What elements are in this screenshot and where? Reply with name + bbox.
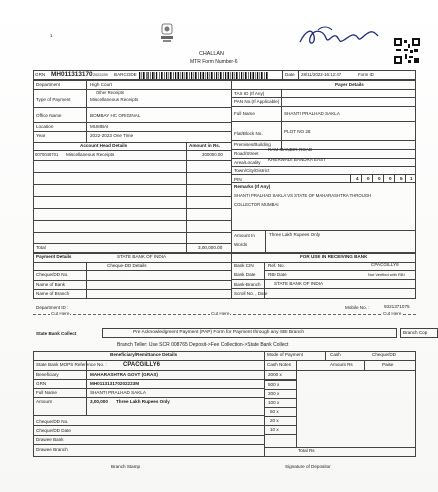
road-street-label: Road/Street xyxy=(234,151,259,156)
bank-cin-label: Bank CIN xyxy=(234,263,254,268)
remarks-line-2: COLLECTOR MUMBAI xyxy=(234,202,279,207)
note-200: 200 x xyxy=(268,391,280,396)
cheque-date-row-label: Cheque/DD Date xyxy=(36,428,71,433)
handwritten-signature xyxy=(298,24,380,50)
depositor-signature-label: Signature of Depositor xyxy=(285,464,331,469)
grn-suffix: 2022239 xyxy=(93,72,108,77)
state-bank-collect-label: State Bank Collect xyxy=(36,331,77,336)
location-label: Location xyxy=(36,124,54,129)
area-label: Area/Locality xyxy=(234,160,261,165)
account-description: Miscellaneous Receipts xyxy=(66,152,115,157)
office-name-label: Office Name xyxy=(36,113,62,118)
grn-label: GRN xyxy=(35,72,46,77)
name-of-branch-label: Name of Branch xyxy=(36,291,70,296)
pin-digit-4: 0 xyxy=(389,176,392,181)
form-id-label: Form ID xyxy=(358,72,374,77)
type-of-payment-value-2: Miscellaneous Receipts xyxy=(90,97,139,102)
cheque-dd-no-label: Cheque/DD No. xyxy=(36,272,69,277)
total-label: Total xyxy=(36,245,46,250)
note-10: 10 x xyxy=(270,427,279,432)
mode-cheque-label: Cheque/DD xyxy=(372,352,397,357)
total-rs-label: Total Rs xyxy=(298,448,315,453)
location-value: MUMBAI xyxy=(90,124,109,129)
type-of-payment-value-1: Other Receipts xyxy=(96,90,124,95)
payment-receiving-box xyxy=(33,253,416,299)
bank-branch-value: STATE BANK OF INDIA xyxy=(274,281,324,286)
mode-cash-label: Cash xyxy=(330,352,341,357)
mops-ref-value: CPACGILLY6 xyxy=(123,361,161,368)
scroll-no-label: Scroll No. , Date xyxy=(234,291,268,296)
rbi-date-value: Not Verified with RBI xyxy=(368,272,405,277)
department-value: High Court xyxy=(90,82,112,87)
drawee-bank-row-label: Drawee Bank xyxy=(36,437,64,442)
office-name-value: BOMBAY HC ORIGINAL xyxy=(90,113,141,118)
beneficiary-value: MAHARASHTRA GOVT (GRAS) xyxy=(90,372,158,377)
full-name-value: SHANTI PRALHAD SAKLA xyxy=(284,111,340,116)
qr-code xyxy=(394,38,420,64)
amount-row-words: Three Lakh Rupees Only xyxy=(116,399,170,404)
date-label: Date xyxy=(285,72,295,77)
tax-id-label: TAX ID (If Any) xyxy=(234,91,265,96)
pin-digit-3: 0 xyxy=(378,176,381,181)
barcode-label: BARCODE xyxy=(114,72,137,77)
beneficiary-details-header: Beneficiary/Remittance Details xyxy=(110,352,178,357)
year-label: Year xyxy=(36,133,46,138)
note-2000: 2000 x xyxy=(268,372,282,377)
mobile-label: Mobile No. : xyxy=(345,305,370,310)
bank-date-label: Bank Date xyxy=(234,272,256,277)
state-emblem-icon xyxy=(157,22,177,44)
department-id-label: Department ID : xyxy=(36,305,69,310)
mode-of-payment-label: Mode of Payment xyxy=(267,352,304,357)
area-value: KHERWADI BANDRA EAST xyxy=(268,157,326,162)
account-amount: 300000.00 xyxy=(202,152,223,157)
amount-row-label: Amount xyxy=(36,399,52,404)
bank-branch-label: Bank-Branch xyxy=(234,282,261,287)
town-label: Town/City/District xyxy=(234,168,270,173)
pin-digit-2: 0 xyxy=(367,176,370,181)
payer-details-header: Payer Details xyxy=(335,82,364,87)
cut-here-label-2: Cut Here xyxy=(211,311,230,316)
cheque-no-row-label: Cheque/DD No. xyxy=(36,419,69,424)
total-value: 3,00,000.00 xyxy=(198,245,223,250)
challan-title: CHALLAN xyxy=(199,51,224,57)
mops-ref-label: State Bank MOPS Reference No. : xyxy=(36,362,107,367)
flat-block-label: Flat/Block No. xyxy=(234,131,263,136)
page-number: 1 xyxy=(50,33,53,38)
grn-row-value: MH011313170202223M xyxy=(90,381,140,386)
flat-block-value: PLOT NO 28 xyxy=(284,129,311,134)
remarks-label: Remarks (If Any) xyxy=(234,184,271,189)
note-50: 50 x xyxy=(270,409,279,414)
full-name-label: Full Name xyxy=(234,111,255,116)
mobile-value: 9321371075 xyxy=(384,304,410,309)
type-of-payment-label: Type of Payment xyxy=(36,97,71,102)
account-code: 0070046701 xyxy=(35,152,59,157)
cash-notes-label: Cash Notes xyxy=(267,362,292,367)
ref-no-label: Ref. No. xyxy=(268,263,285,268)
account-head-header: Account Head Details xyxy=(80,143,128,148)
receiving-bank-header: FOR USE IN RECEIVING BANK xyxy=(300,254,368,259)
ref-no-value: CPACGILLY6 xyxy=(371,262,399,267)
amount-rs-label: Amount Rs xyxy=(330,362,353,367)
branch-teller-instruction: Branch Teller: Use SCR 008765 Deposit->Fee Collection->State Bank Collect xyxy=(117,342,289,348)
drawee-branch-row-label: Drawee Branch xyxy=(36,447,68,452)
amount-header: Amount in Rs. xyxy=(189,143,221,148)
cheque-dd-details-header: Cheque-DD Details xyxy=(107,263,147,268)
cut-here-label-3: Cut Here xyxy=(383,311,402,316)
note-500: 500 x xyxy=(268,382,280,387)
payment-details-label: Payment Details xyxy=(36,254,72,259)
remarks-line-1: SHANTI PRALHAD SAKLA VS STATE OF MAHARASHTRA THROUGH xyxy=(234,193,372,198)
amount-in-words-label: Amount In xyxy=(234,233,255,238)
pin-digit-6: 1 xyxy=(410,176,413,181)
premises-label: Premises/Building xyxy=(234,142,271,147)
cut-here-label-1: Cut Here xyxy=(51,311,70,316)
amount-row-value: 3,00,000 xyxy=(90,399,108,404)
amount-in-words-label-2: Words xyxy=(234,242,248,247)
paise-label: Paise xyxy=(382,362,394,367)
pin-label: PIN xyxy=(234,177,242,182)
note-100: 100 x xyxy=(268,400,280,405)
full-name-row-value: SHANTI PRALHAD SAKLA xyxy=(90,390,146,395)
beneficiary-label: Beneficiary xyxy=(36,372,59,377)
note-20: 20 x xyxy=(270,418,279,423)
payment-bank-name: STATE BANK OF INDIA xyxy=(117,254,167,259)
name-of-bank-label: Name of Bank xyxy=(36,282,66,287)
department-label: Department xyxy=(36,82,61,87)
rbi-date-label: RBI Date xyxy=(268,272,287,277)
branch-copy-label: Branch Cop xyxy=(403,330,428,335)
pin-digit-1: 4 xyxy=(356,176,359,181)
full-name-row-label: Full Name xyxy=(36,390,57,395)
branch-stamp-label: Branch Stamp xyxy=(111,464,141,469)
date-value: 28/11/2022-16:12:47 xyxy=(301,72,342,77)
pap-form-text: Pre Acknowledgment Payment (PAP) Form for Payment through any SBI Branch xyxy=(133,330,305,335)
pin-digit-5: 5 xyxy=(400,176,403,181)
pan-label: PAN No.(If Applicable) xyxy=(234,99,280,104)
road-street-value: RAM MANDIR ROAD xyxy=(268,147,313,152)
grn-number: MH011313170 xyxy=(51,70,93,78)
barcode xyxy=(139,72,269,79)
year-value: 2022-2023 One Time xyxy=(90,133,134,138)
amount-in-words-value: Three Lakh Rupees Only xyxy=(269,232,321,237)
grn-row-label: GRN xyxy=(36,381,47,386)
form-number: MTR Form Number-6 xyxy=(190,59,238,65)
